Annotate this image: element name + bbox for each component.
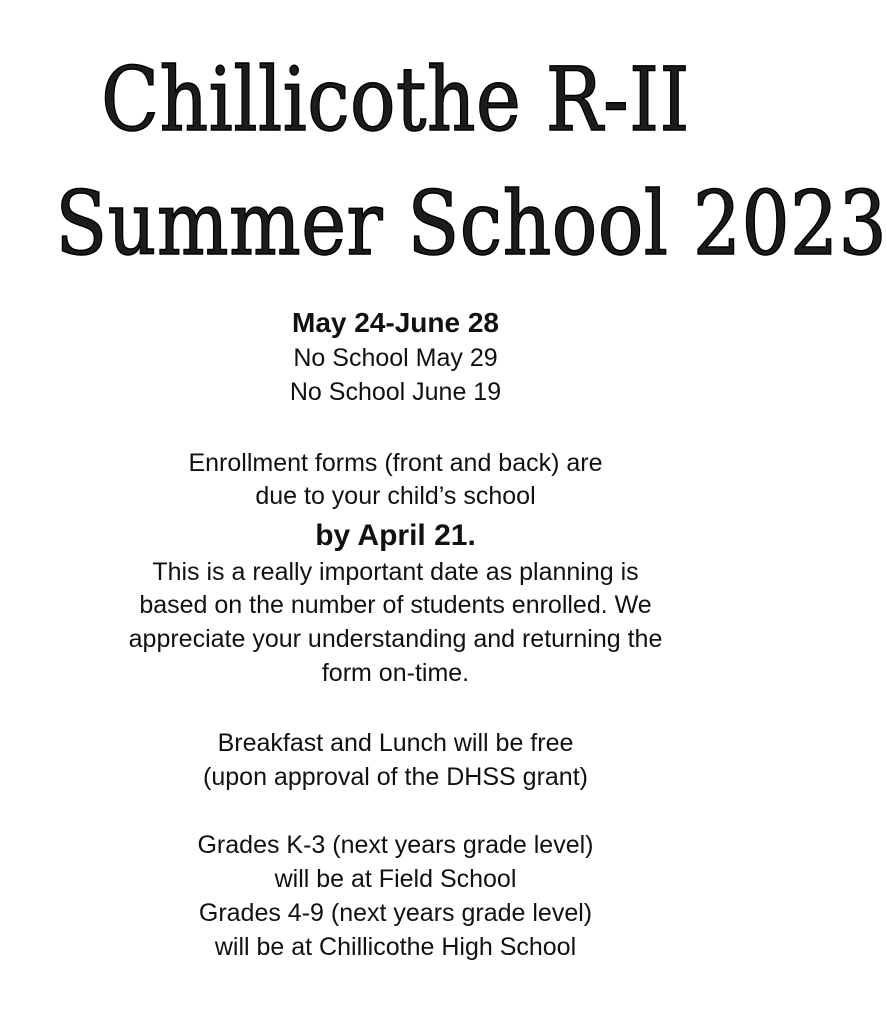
meals-text-line-2: (upon approval of the DHSS grant) xyxy=(203,763,588,791)
flyer-title-line-1: Chillicothe R-II xyxy=(101,48,690,151)
enrollment-note-line-2: based on the number of students enrolled. We xyxy=(139,591,652,619)
enrollment-note-line-1: This is a really important date as planning is xyxy=(152,558,639,586)
location-text-line-4: will be at Chillicothe High School xyxy=(214,933,577,961)
location-text-line-3: Grades 4-9 (next years grade level) xyxy=(198,899,593,927)
enrollment-note-line-3: appreciate your understanding and returning the xyxy=(128,625,663,653)
enrollment-deadline: by April 21. xyxy=(315,519,476,552)
no-school-date-1: No School May 29 xyxy=(293,344,498,372)
session-date-range: May 24-June 28 xyxy=(292,307,499,338)
location-text-line-2: will be at Field School xyxy=(274,865,517,893)
enrollment-note-line-4: form on-time. xyxy=(321,659,470,687)
enrollment-text-line-2: due to your child’s school xyxy=(255,482,536,510)
meals-text-line-1: Breakfast and Lunch will be free xyxy=(217,729,574,757)
no-school-date-2: No School June 19 xyxy=(289,378,502,406)
location-text-line-1: Grades K-3 (next years grade level) xyxy=(197,831,594,859)
flyer-title-line-2: Summer School 2023 xyxy=(55,172,887,275)
enrollment-text-line-1: Enrollment forms (front and back) are xyxy=(188,449,603,477)
